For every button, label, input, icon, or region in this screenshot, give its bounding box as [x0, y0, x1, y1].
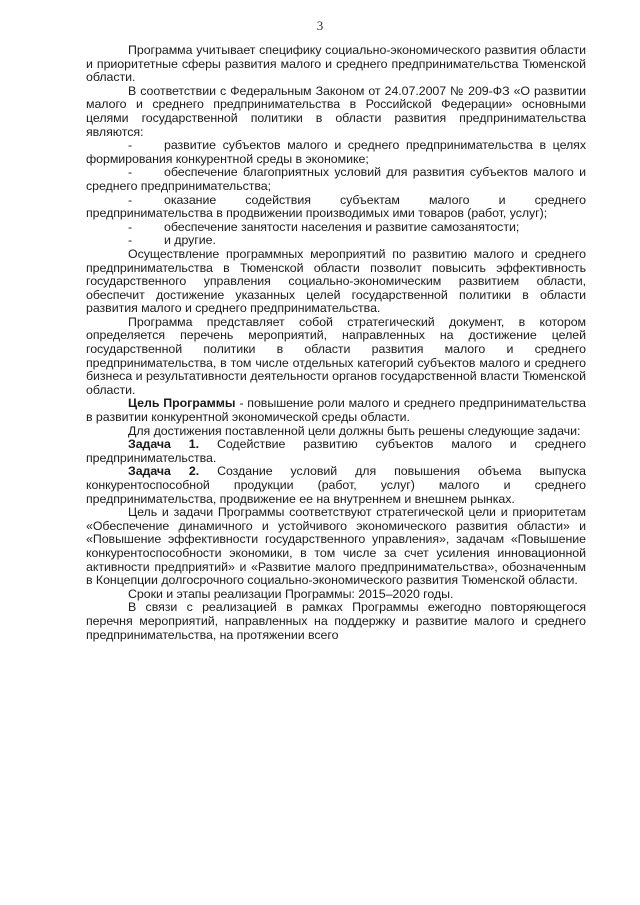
paragraph-program-goal [86, 397, 586, 424]
page-number: 3 [316, 18, 324, 33]
list-dash: - [128, 165, 133, 180]
list-item [86, 166, 586, 193]
list-item [86, 139, 586, 166]
paragraph-federal-law: В соответствии с Федеральным Законом от 24.07.2007 № 209-ФЗ «О развитии малого и среднего предпринимательства в Российской Федерации» основными целями государственной политики в области развития предпринимательства являются: [86, 83, 586, 139]
goal-heading: Цель Программы [128, 396, 236, 411]
paragraph-task-2 [86, 465, 586, 506]
paragraph-priorities: Цель и задачи Программы соответствуют стратегической цели и приоритетам «Обеспечение динамичного и устойчивого экономического развития области» и «Повышение эффективности государственного управления», задачам «Повышение конкурентоспособности экономики, в том числе за счет усиления инновационной активности предприятий» и «Развитие малого предпринимательства», обозначенным в Концепции долгосрочного социально-экономического развития Тюменской области. [86, 505, 586, 588]
task-1-heading: Задача 1. [128, 437, 200, 452]
list-item [86, 234, 586, 248]
list-dash: - [128, 192, 133, 207]
paragraph-task-1 [86, 438, 586, 465]
goal-text: - повышение роли малого и среднего предпринимательства в развитии конкурентной экономической среды области. [86, 396, 587, 425]
paragraph-tasks-intro: Для достижения поставленной цели должны быть решены следующие задачи: [128, 423, 581, 438]
paragraph-program-specifics: Программа учитывает специфику социально-экономического развития области и приоритетные сферы развития малого и среднего предпринимательства Тюменской области. [86, 43, 586, 85]
list-dash: - [128, 233, 133, 248]
list-item-text: обеспечение благоприятных условий для развития субъектов малого и среднего предпринимательства; [86, 165, 586, 193]
list-item [86, 194, 586, 221]
paragraph-timeline: Сроки и этапы реализации Программы: 2015–2020 годы. [128, 586, 454, 601]
list-item-text: обеспечение занятости населения и развитие самозанятости; [164, 219, 520, 234]
list-dash: - [128, 138, 133, 153]
list-item-text: развитие субъектов малого и среднего предпринимательства в целях формирования конкурентной среды в экономике; [86, 138, 586, 166]
task-2-heading: Задача 2. [128, 464, 200, 479]
list-dash: - [128, 219, 133, 234]
paragraph-strategic-document: Программа представляет собой стратегический документ, в котором определяется перечень мероприятий, направленных на достижение целей государственной политики в области развития малого и среднего предпринимательства, в том числе отдельных категорий субъектов малого и среднего бизнеса и результативности деятельности органов государственной власти Тюменской области. [86, 314, 586, 397]
list-item [86, 221, 586, 235]
document-body [86, 44, 586, 642]
paragraph-annual-measures: В связи с реализацией в рамках Программы ежегодно повторяющегося перечня мероприятий, направленных на поддержку и развитие малого и среднего предпринимательства, на протяжении всего [86, 600, 586, 642]
task-2-text: Создание условий для повышения объема выпуска конкурентоспособной продукции (работ, услуг) малого и среднего предпринимательства, продвижение ее на внутреннем и внешнем рынках. [86, 464, 586, 506]
list-item-text: оказание содействия субъектам малого и среднего предпринимательства в продвижении производимых ими товаров (работ, услуг); [86, 192, 586, 221]
list-item-text: и другие. [164, 233, 216, 248]
paragraph-implementation: Осуществление программных мероприятий по развитию малого и среднего предпринимательства в Тюменской области позволит повысить эффективность государственного управления социально-экономическим развитием области, обеспечит достижение указанных целей государственной политики в области развития малого и среднего предпринимательства. [86, 246, 586, 316]
task-1-text: Содействие развитию субъектов малого и среднего предпринимательства. [86, 437, 586, 465]
